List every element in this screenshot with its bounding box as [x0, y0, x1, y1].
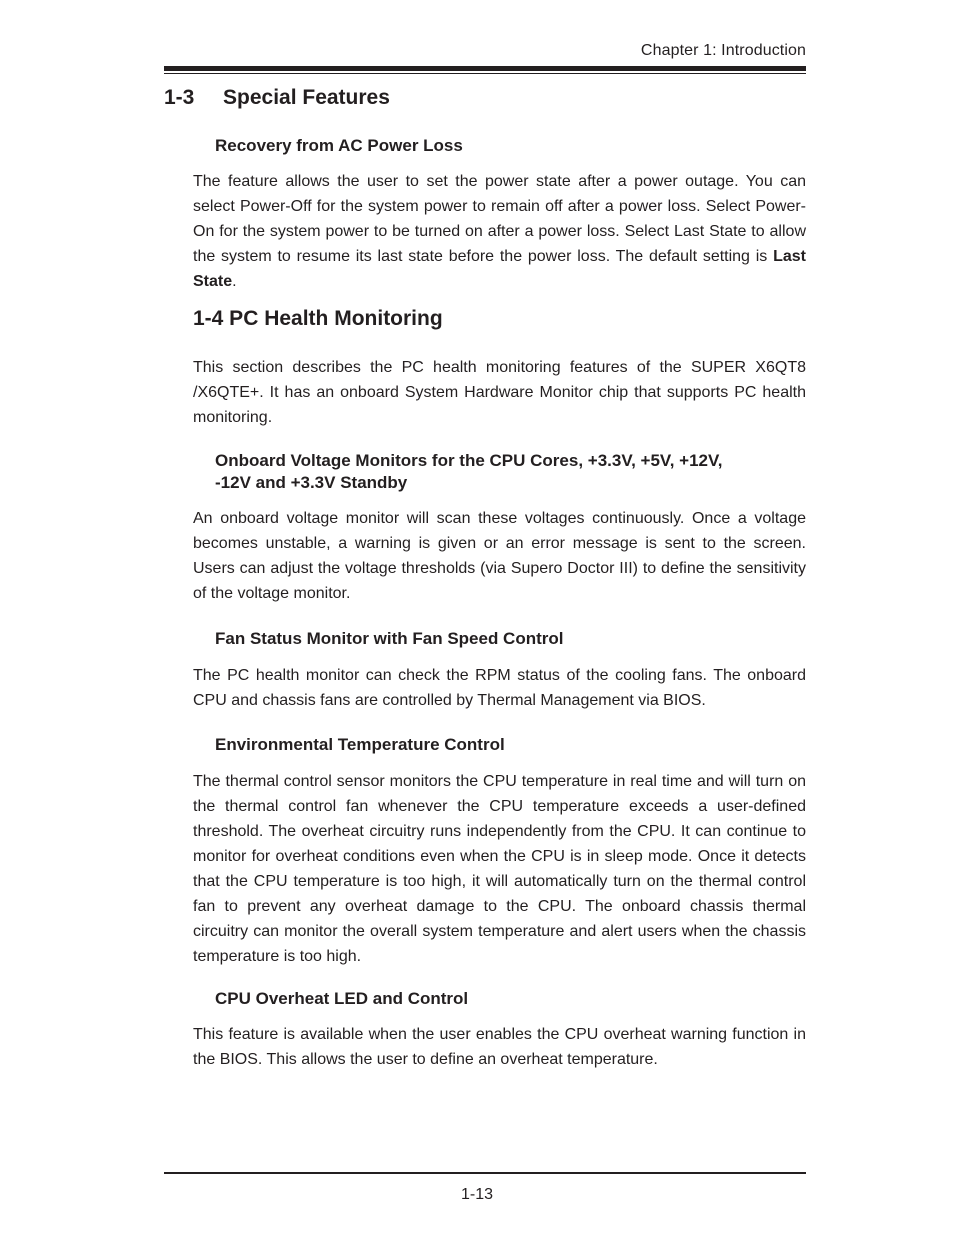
paragraph-cpu-overheat: This feature is available when the user enables the CPU overheat warning function in the BIOS. This allows the user to define an overheat temperature. [193, 1026, 806, 1068]
header-rule-thin [164, 73, 806, 74]
subheading-voltage-line1: Onboard Voltage Monitors for the CPU Cores, +3.3V, +5V, +12V, [215, 451, 723, 470]
subheading-cpu-overheat: CPU Overheat LED and Control [215, 989, 469, 1008]
footer-rule [164, 1172, 806, 1174]
section-heading-special-features [164, 86, 390, 110]
recovery-body: The feature allows the user to set the power state after a power outage. You can select Power-Off for the system power to remain off after a power loss. Select Power-On for the system power to be turned on after a power loss. Select Last State to allow the system to resume its last state before the power loss. The default setting is [193, 173, 806, 265]
section-title: Special Features [223, 86, 390, 109]
running-header: Chapter 1: Introduction [640, 42, 806, 59]
subheading-environment: Environmental Temperature Control [215, 735, 505, 754]
paragraph-recovery [193, 169, 806, 294]
paragraph-pc-health-intro: This section describes the PC health monitoring features of the SUPER X6QT8 /X6QTE+. It has an onboard System Hardware Monitor chip that supports PC health monitoring. [193, 359, 806, 426]
section-heading-pc-health: 1-4 PC Health Monitoring [193, 307, 443, 330]
default-value: Last State [193, 248, 806, 290]
header-rule-thick [164, 66, 806, 71]
paragraph-fan: The PC health monitor can check the RPM status of the cooling fans. The onboard CPU and chassis fans are controlled by Thermal Management via BIOS. [193, 667, 806, 709]
paragraph-environment: The thermal control sensor monitors the CPU temperature in real time and will turn on the thermal control fan whenever the CPU temperature exceeds a user-defined threshold. The overheat circuitry runs independently from the CPU. It can continue to monitor for overheat conditions even when the CPU is in sleep mode. Once it detects that the CPU temperature is too high, it will automatically turn on the thermal control fan to prevent any overheat damage to the CPU. The onboard chassis thermal circuitry can monitor the overall system temperature and alert users when the chassis temperature is too high. [193, 773, 806, 965]
subheading-voltage [215, 450, 806, 494]
paragraph-voltage: An onboard voltage monitor will scan these voltages continuously. Once a voltage becomes unstable, a warning is given or an error message is sent to the screen. Users can adjust the voltage thresholds (via Supero Doctor III) to define the sensitivity of the voltage monitor. [193, 510, 806, 602]
recovery-trailing: . [232, 273, 237, 290]
subheading-recovery: Recovery from AC Power Loss [215, 136, 463, 155]
section-number: 1-3 [164, 86, 195, 109]
page-number: 1-13 [460, 1186, 494, 1203]
subheading-fan: Fan Status Monitor with Fan Speed Control [215, 629, 564, 648]
subheading-voltage-line2: -12V and +3.3V Standby [215, 473, 408, 492]
